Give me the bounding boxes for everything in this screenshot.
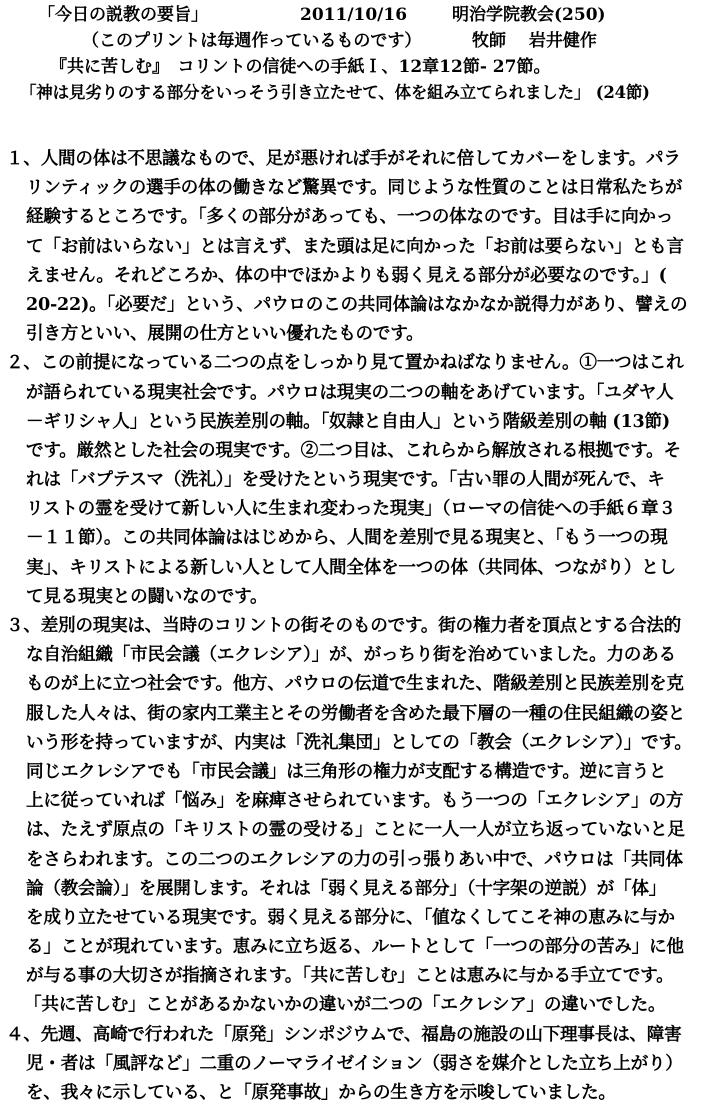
section-4 [6, 1020, 698, 1107]
paragraph-line: が与る事の大切さが指摘されます。「共に苦しむ」ことは恵みに与かる手立てです。 [26, 965, 674, 987]
paragraph-line: 経験するところです。「多くの部分があっても、一つの体なのです。目は手に向かっ [26, 206, 674, 228]
paragraph-line: をさらわれます。この二つのエクレシアの力の引っ張りあい中で、パウロは「共同体 [26, 848, 683, 870]
header-line-1 [38, 4, 606, 26]
paragraph-line: て見る現実との闘いなのです。 [26, 585, 268, 607]
sermon-title-scripture: 『共に苦しむ』 コリントの信徒への手紙Ｉ、12章12節- 27節。 [50, 57, 551, 77]
paragraph-line: 論（教会論）」を展開します。それは「弱く見える部分」（十字架の逆説）が「体」 [26, 877, 667, 899]
paragraph-line: 引き方といい、展開の仕方といい優れたものです。 [26, 323, 424, 345]
paragraph-line: リンティックの選手の体の働きなど驚異です。同じような性質のことは日常私たちが [26, 177, 683, 199]
paragraph-line: を、我々に示している、と「原発事故」からの生き方を示唆していました。 [26, 1082, 616, 1103]
paragraph-line: れは「バプテスマ（洗礼）」を受けたという現実です。「古い罪の人間が死んで、キ [26, 469, 665, 491]
paragraph-line: －１１節）。この共同体論ははじめから、人間を差別で見る現実と、「もう一つの現 [26, 527, 668, 549]
paragraph-line: 上に従っていれば「悩み」を麻痺させられています。もう一つの「エクレシア」の方 [26, 790, 684, 812]
paragraph-line: る」ことが現れています。恵みに立ち返る、ルートとして「一つの部分の苦み」に他 [26, 936, 684, 958]
document-title: 「今日の説教の要旨」 [38, 5, 208, 25]
section-1 [6, 144, 698, 348]
paragraph-line: て「お前はいらない」とは言えず、また頭は足に向かった「お前は要らない」とも言 [26, 235, 684, 257]
paragraph-line: リストの霊を受けて新しい人に生まれ変わった現実」（ローマの信徒への手紙６章３ [26, 498, 676, 520]
paragraph-line: 20-22)。「必要だ」という、パウロのこの共同体論はなかなか説得力があり、譬えの [26, 293, 688, 315]
paragraph-line: ２、この前提になっている二つの点をしっかり見て置かねばなりません。①一つはこれ [6, 352, 684, 374]
paragraph-line: えません。それどころか、体の中でほかよりも弱く見える部分が必要なのです。」( [26, 264, 667, 286]
print-note: （このプリントは毎週作っているものです） [82, 31, 422, 51]
paragraph-line: ３、差別の現実は、当時のコリントの街そのものです。街の権力者を頂点とする合法的 [6, 615, 682, 636]
section-3 [6, 611, 698, 1020]
paragraph-line: 実」、キリストによる新しい人として人間全体を一つの体（共同体、つながり）とし [26, 556, 676, 578]
paragraph-line: １、人間の体は不思議なもので、足が悪ければ手がそれに倍してカバーをします。パラ [6, 148, 681, 169]
paragraph-line: －ギリシャ人」という民族差別の軸。「奴隷と自由人」という階級差別の軸 (13節) [26, 410, 670, 432]
paragraph-line: ４、先週、高崎で行われた「原発」シンポジウムで、福島の施設の山下理事長は、障害 [6, 1023, 682, 1045]
paragraph-line: 服した人々は、街の家内工業主とその労働者を含めた最下層の一種の住民組織の姿と [26, 702, 686, 724]
sermon-date: 2011/10/16 [300, 5, 408, 25]
paragraph-line: いう形を持っていますが、内実は「洗礼集団」としての「教会（エクレシア）」です。 [26, 731, 692, 753]
paragraph-line: 同じエクレシアでも「市民会議」は三角形の権力が支配する構造です。逆に言うと [26, 760, 667, 782]
paragraph-line: な自治組織「市民会議（エクレシア）」が、がっちり街を治めていました。力のある [26, 644, 676, 666]
paragraph-line: を成り立たせている現実です。弱く見える部分に、「値なくしてこそ神の恵みに与か [26, 906, 675, 928]
key-verse: 「神は見劣りのする部分をいっそう引き立たせて、体を組み立てられました」 (24節) [20, 83, 650, 102]
header-line-2 [82, 30, 597, 52]
church-name: 明治学院教会(250) [452, 5, 606, 25]
paragraph-line: は、たえず原点の「キリストの霊の受ける」ことに一人一人が立ち返っていないと足 [26, 819, 685, 841]
paragraph-line: が語られている現実社会です。パウロは現実の二つの軸をあげています。「ユダヤ人 [26, 381, 674, 403]
paragraph-line: ものが上に立つ社会です。他方、パウロの伝道で生まれた、階級差別と民族差別を克 [26, 673, 684, 695]
sermon-body [6, 144, 698, 1107]
paragraph-line: です。厳然とした社会の現実です。②二つ目は、これらから解放される根拠です。そ [26, 439, 681, 461]
paragraph-line: 「共に苦しむ」ことがあるかないかの違いが二つの「エクレシア」の違いでした。 [24, 994, 666, 1016]
paragraph-line: 児・者は「風評など」二重のノーマライゼイション（弱さを媒介とした立ち上がり） [26, 1052, 683, 1074]
section-2 [6, 348, 698, 611]
pastor-name: 牧師 岩井健作 [472, 31, 597, 51]
